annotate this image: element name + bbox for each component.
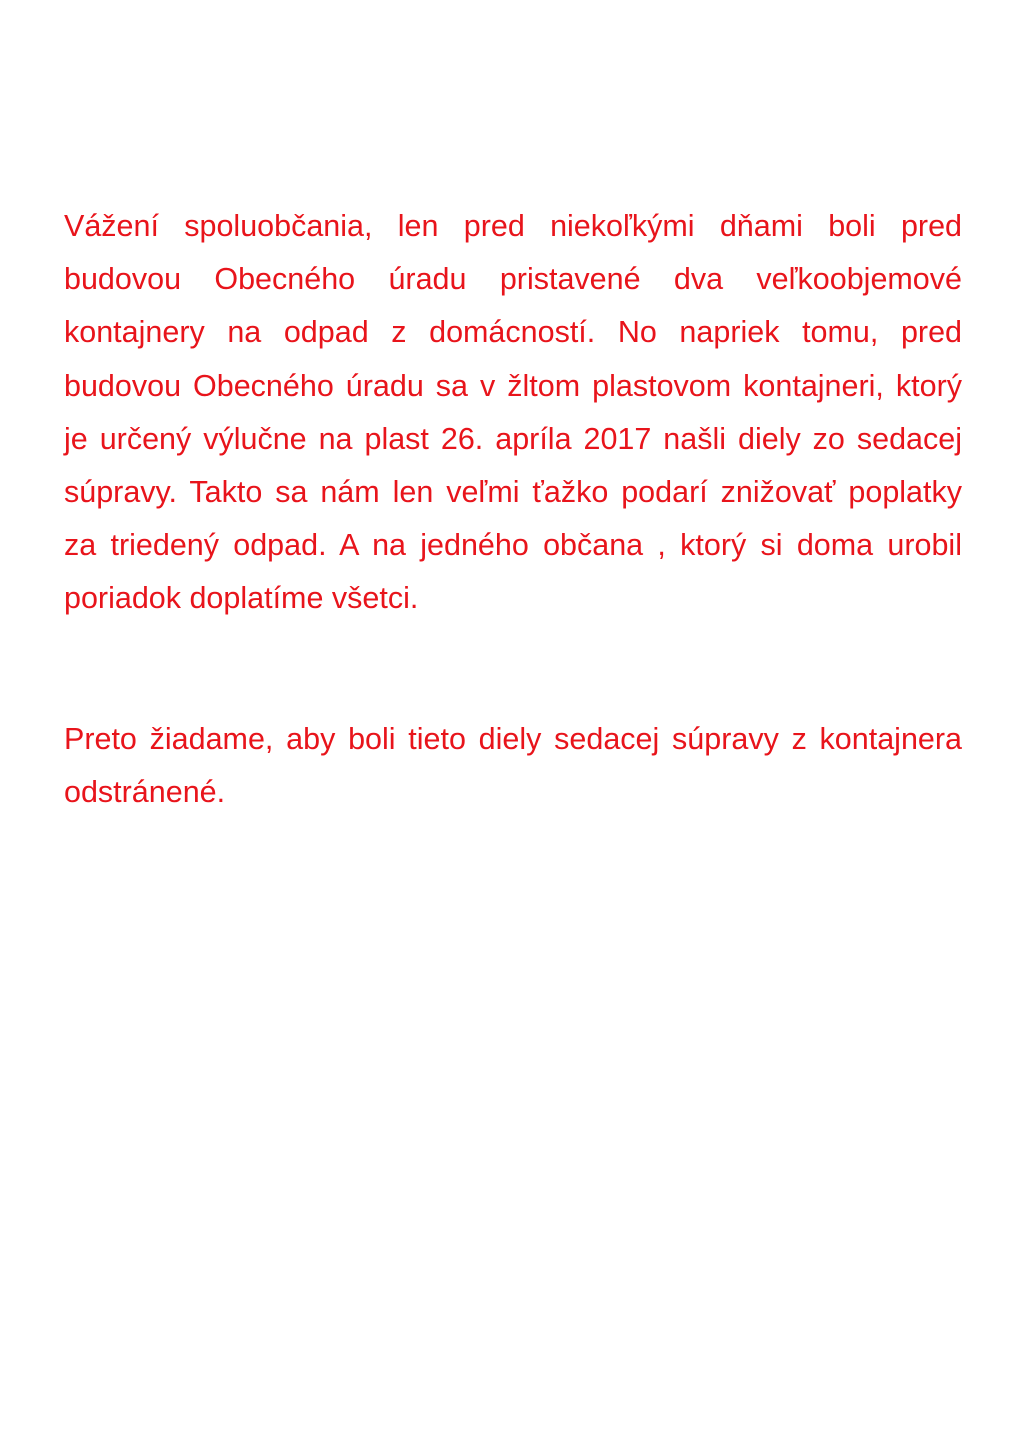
document-body [64,200,962,819]
paragraph-request: Preto žiadame, aby boli tieto diely sedacej súpravy z kontajnera odstránené. [64,721,962,809]
paragraph-notice: Vážení spoluobčania, len pred niekoľkými dňami boli pred budovou Obecného úradu pristavené dva veľkoobjemové kontajnery na odpad z domácností. No napriek tomu, pred budovou Obecného úradu sa v žltom plastovom kontajneri, ktorý je určený výlučne na plast 26. apríla 2017 našli diely zo sedacej súpravy. Takto sa nám len veľmi ťažko podarí znižovať poplatky za triedený odpad. A na jedného občana , ktorý si doma urobil poriadok doplatíme všetci. [64,209,962,616]
